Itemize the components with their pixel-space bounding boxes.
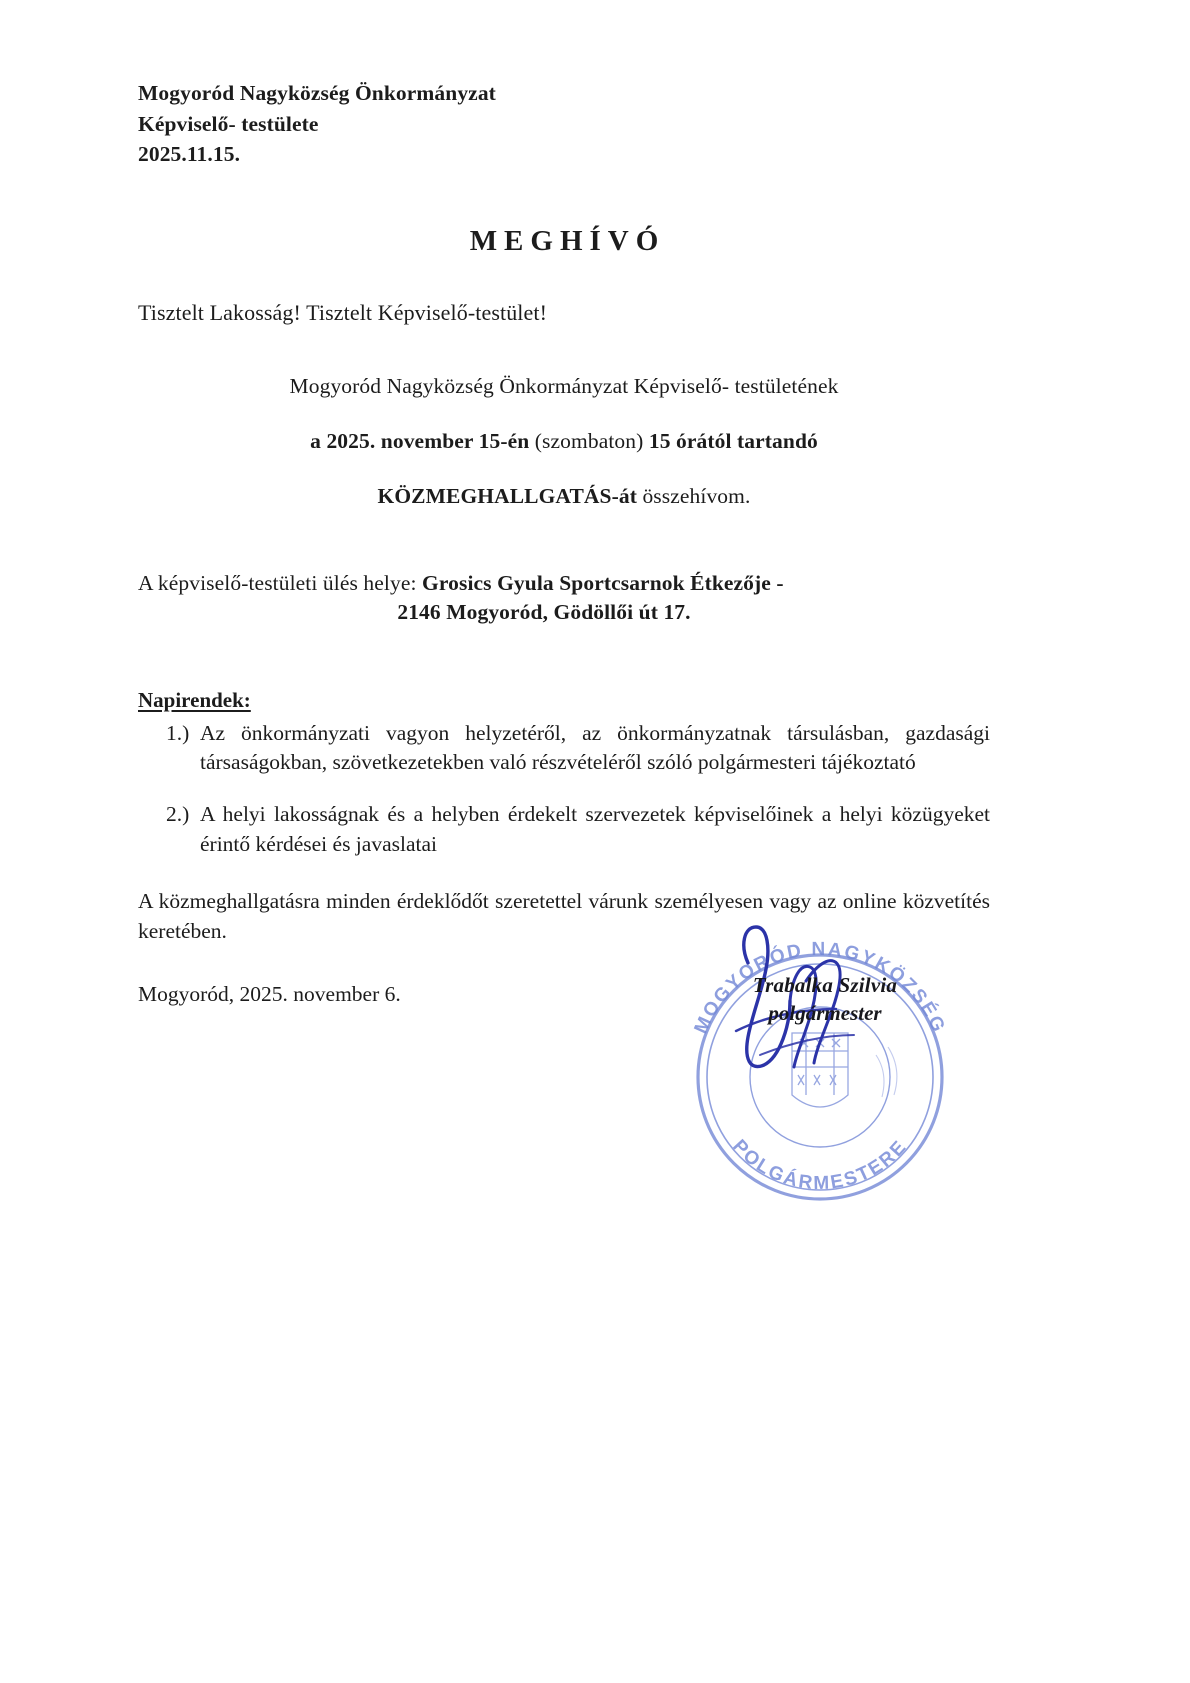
letterhead-line-3: 2025.11.15. xyxy=(138,142,241,167)
event-name: KÖZMEGHALLGATÁS-át xyxy=(377,483,637,508)
signature-mark xyxy=(640,905,1020,1205)
stamp-text-bottom: POLGÁRMESTERE xyxy=(728,1135,912,1195)
venue-line xyxy=(138,571,990,596)
invitation-intro xyxy=(138,374,990,509)
agenda-heading: Napirendek: xyxy=(138,687,251,712)
signature-zone xyxy=(640,905,1020,1205)
venue-block xyxy=(138,571,990,625)
letterhead-line-2: Képviselő- testülete xyxy=(138,111,319,136)
agenda-section xyxy=(138,625,990,860)
intro-line-event xyxy=(138,484,990,509)
signer-name: Trabalka Szilvia xyxy=(752,973,898,997)
letterhead xyxy=(138,78,990,170)
intro-date-bold: a 2025. november 15-én xyxy=(310,428,530,453)
agenda-item-text: A helyi lakosságnak és a helyben érdekelt szervezetek képviselőinek a helyi közügyeket érintő kérdései és javaslatai xyxy=(200,801,990,856)
agenda-item xyxy=(138,800,990,859)
intro-line-council: Mogyoród Nagyközség Önkormányzat Képviselő- testületének xyxy=(289,373,839,398)
agenda-item-text: Az önkormányzati vagyon helyzetéről, az önkormányzatnak társulásban, gazdasági társaságokban, szövetkezetekben való részvételéről szóló polgármesteri tájékoztató xyxy=(200,720,990,775)
venue-name: Grosics Gyula Sportcsarnok Étkezője - xyxy=(422,570,784,595)
venue-label: A képviselő-testületi ülés helye: xyxy=(138,570,417,595)
intro-weekday: (szombaton) xyxy=(534,428,644,453)
salutation: Tisztelt Lakosság! Tisztelt Képviselő-testület! xyxy=(138,299,548,325)
agenda-item xyxy=(138,719,990,778)
document-title: MEGHÍVÓ xyxy=(469,224,666,257)
agenda-item-number: 2.) xyxy=(166,801,190,826)
event-verb: összehívom. xyxy=(642,483,751,508)
agenda-list xyxy=(138,719,990,860)
closing-paragraph: A közmeghallgatásra minden érdeklődőt szeretettel várunk személyesen vagy az online közvetítés keretében. xyxy=(138,889,990,943)
signer-role: polgármester xyxy=(768,1001,882,1025)
agenda-item-number: 1.) xyxy=(166,720,190,745)
dateline: Mogyoród, 2025. november 6. xyxy=(138,982,401,1007)
document-body xyxy=(138,78,990,1007)
intro-time-bold: 15 órától tartandó xyxy=(648,428,818,453)
venue-address: 2146 Mogyoród, Gödöllői út 17. xyxy=(397,599,691,624)
stamp-text-top: MOGYORÓD NAGYKÖZSÉG xyxy=(690,938,950,1037)
letterhead-line-1: Mogyoród Nagyközség Önkormányzat xyxy=(138,81,496,105)
intro-line-datetime xyxy=(138,429,990,454)
